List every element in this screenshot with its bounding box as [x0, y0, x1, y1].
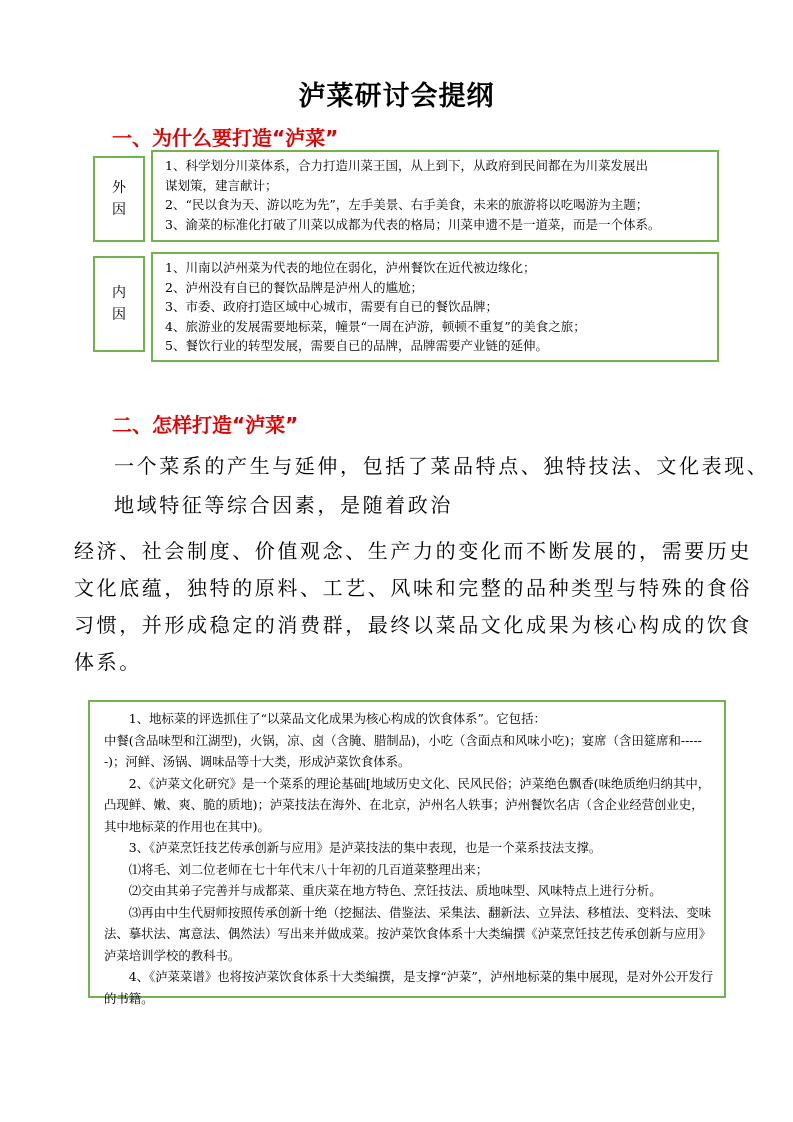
- body-paragraph-line: 文化底蕴，独特的原料、工艺、风味和完整的品种类型与特殊的食俗: [74, 576, 752, 600]
- internal-item: 2、泸州没有自已的餐饮品牌是泸州人的尴尬；: [165, 279, 423, 295]
- internal-item: 4、旅游业的发展需要地标菜，幢景“一周在泸游，顿顿不重复”的美食之旅；: [165, 318, 586, 334]
- page-title: 泸菜研讨会提纲: [298, 81, 495, 112]
- section-2-heading: 二、怎样打造“泸菜”: [112, 413, 299, 437]
- detail-paragraph: ⑶再由中生代厨师按照传承创新十绝（挖掘法、借鉴法、采集法、翻新法、立异法、移植法、变料法、变味法、摹状法、寓意法、偶然法）写出来并做成菜。按泸菜饮食体系十大类编撰《泸菜烹饪技艺传承创新与应用》泸菜培训学校的教科书。: [104, 904, 712, 963]
- detail-paragraph: ⑵交由其弟子完善并与成都菜、重庆菜在地方特色、烹饪技法、质地味型、风味特点上进行分析。: [128, 883, 662, 898]
- section-1-heading: 一、为什么要打造“泸菜”: [112, 126, 339, 150]
- external-cause-list: [151, 150, 719, 242]
- external-item: 2、“民以食为天、游以吃为先”，左手美景、右手美食，未来的旅游将以吃喝游为主题；: [165, 197, 649, 212]
- external-item: 1、科学划分川菜体系，合力打造川菜王国，从上到下，从政府到民间都在为川菜发展出: [165, 158, 648, 173]
- body-paragraph-line: 地域特征等综合因素，是随着政治: [114, 493, 453, 517]
- external-label-char-2: 因: [112, 202, 126, 218]
- external-item: 3、渝菜的标准化打破了川菜以成都为代表的格局；川菜申遗不是一道菜，而是一个体系。: [165, 216, 661, 232]
- detail-paragraph: 中餐(含品味型和江湖型)，火锅，凉、卤（含腌、腊制品)，小吃（含面点和风味小吃)；宴席（含田筵席和------)；河鲜、汤锅、调味品等十大类，形成泸菜饮食体系。: [104, 732, 702, 769]
- external-label-char-1: 外: [112, 180, 126, 196]
- external-item: 谋划策，建言献计；: [165, 177, 278, 193]
- detail-box: [88, 700, 726, 1006]
- detail-paragraph: 3、《泸菜烹饪技艺传承创新与应用》是泸菜技法的集中表现，也是一个菜系技法支撑。: [128, 840, 602, 855]
- detail-paragraph: 4、《泸菜菜谱》也将按泸菜饮食体系十大类编撰，是支撑“泸菜”，泸州地标菜的集中展现，是对外公开发行的书籍。: [104, 969, 714, 1006]
- body-paragraph-line: 体系。: [74, 650, 142, 674]
- detail-paragraph: ⑴将毛、刘二位老师在七十年代末八十年初的几百道菜整理出来；: [128, 861, 489, 877]
- detail-paragraph: 1、地标菜的评选抓住了“以菜品文化成果为核心构成的饮食体系”。它包括：: [128, 711, 546, 726]
- internal-label-char-2: 因: [112, 307, 126, 323]
- detail-paragraph: 2、《泸菜文化研究》是一个菜系的理论基础[地域历史文化、民风民俗；泸菜绝色飘香(味绝质绝归纳其中，凸现鲜、嫩、爽、脆的质地)；泸菜技法在海外、在北京，泸州名人轶事；泸州餐饮名店（含企业经营创业史，其中地标菜的作用也在其中)。: [104, 775, 711, 834]
- internal-item: 1、川南以泸州菜为代表的地位在弱化，泸州餐饮在近代被边缘化；: [165, 260, 536, 275]
- body-paragraph-line: 习惯，并形成稳定的消费群，最终以菜品文化成果为核心构成的饮食: [74, 613, 752, 637]
- body-paragraph-line: 经济、社会制度、价值观念、生产力的变化而不断发展的，需要历史: [74, 539, 752, 563]
- internal-label-char-1: 内: [112, 285, 126, 301]
- internal-cause-list: [151, 252, 719, 362]
- body-paragraph-line: 一个菜系的产生与延伸，包括了菜品特点、独特技法、文化表现、: [114, 454, 770, 478]
- external-cause-label-box: [93, 156, 145, 242]
- internal-cause-label-box: [93, 256, 145, 352]
- internal-item: 5、餐饮行业的转型发展，需要自已的品牌，品牌需要产业链的延伸。: [165, 338, 548, 353]
- internal-item: 3、市委、政府打造区域中心城市，需要有自已的餐饮品牌；: [165, 299, 498, 314]
